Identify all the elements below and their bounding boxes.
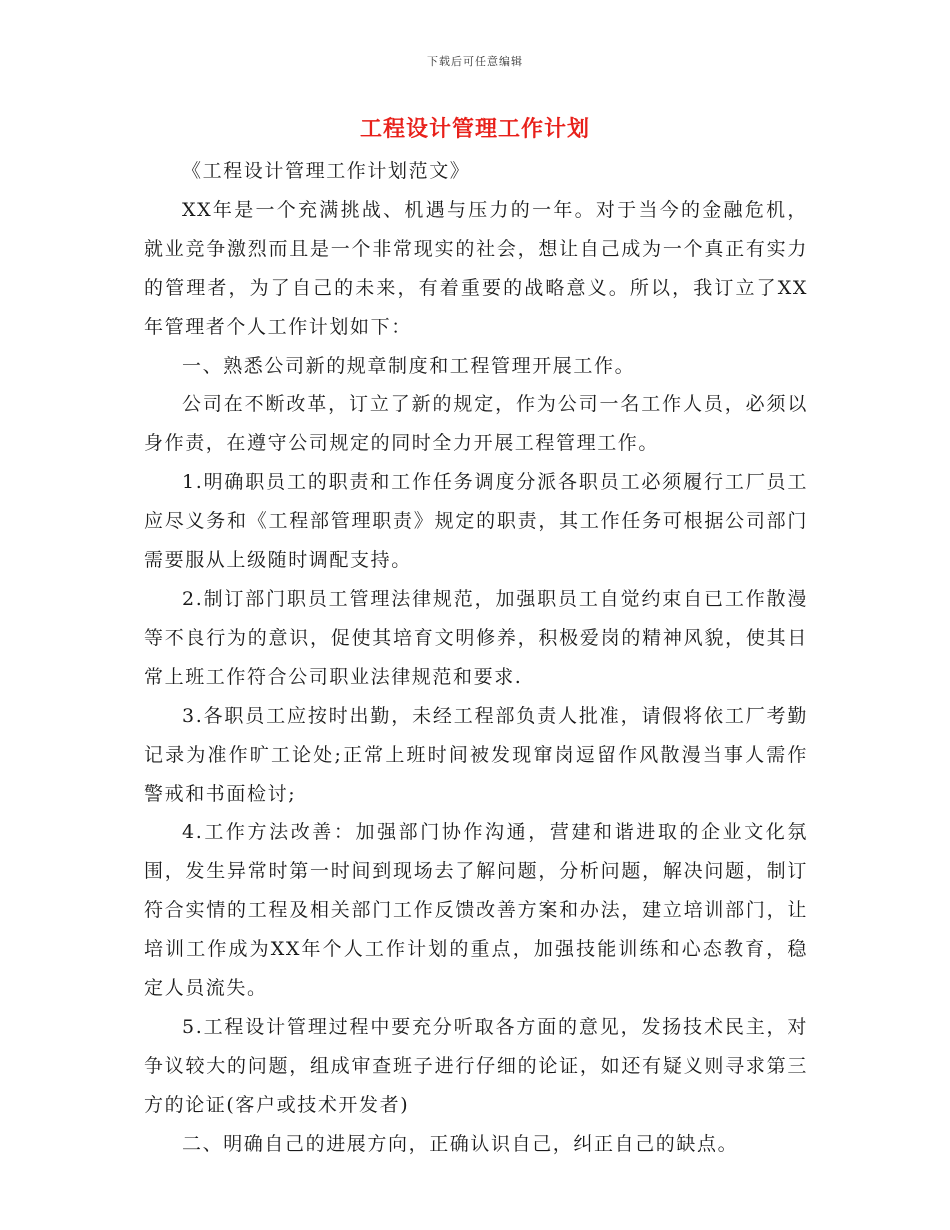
list-item-1: 1.明确职员工的职责和工作任务调度分派各职员工必须履行工厂员工应尽义务和《工程部管理职责》规定的职责，其工作任务可根据公司部门需要服从上级随时调配支持。 [144,471,808,572]
section-heading-1: 一、熟悉公司新的规章制度和工程管理开展工作。 [182,354,636,377]
list-item-2: 2.制订部门职员工管理法律规范，加强职员工自觉约束自已工作散漫等不良行为的意识，促使其培育文明修养，积极爱岗的精神风貌，使其日常上班工作符合公司职业法律规范和要求. [144,587,808,688]
list-item-3: 3.各职员工应按时出勤，未经工程部负责人批准，请假将依工厂考勤记录为准作旷工论处;正常上班时间被发现窜岗逗留作风散漫当事人需作警戒和书面检讨; [144,704,808,805]
document-title: 工程设计管理工作计划 [359,116,590,142]
paragraph-section-1-intro: 公司在不断改革，订立了新的规定，作为公司一名工作人员，必须以身作责，在遵守公司规定的同时全力开展工程管理工作。 [144,393,808,455]
section-heading-2: 二、明确自己的进展方向，正确认识自己，纠正自己的缺点。 [182,1132,739,1155]
list-item-4: 4.工作方法改善：加强部门协作沟通，营建和谐进取的企业文化氛围，发生异常时第一时间到现场去了解问题，分析问题，解决问题，制订符合实情的工程及相关部门工作反馈改善方案和办法，建立培训部门，让培训工作成为XX年个人工作计划的重点，加强技能训练和心态教育，稳定人员流失。 [144,821,808,1000]
paragraph-subtitle: 《工程设计管理工作计划范文》 [182,160,471,182]
list-item-5: 5.工程设计管理过程中要充分听取各方面的意见，发扬技术民主，对争议较大的问题，组成审查班子进行仔细的论证，如还有疑义则寻求第三方的论证(客户或技术开发者) [144,1015,808,1116]
header-note: 下载后可任意编辑 [427,55,523,68]
paragraph-intro: XX年是一个充满挑战、机遇与压力的一年。对于当今的金融危机，就业竞争激烈而且是一个非常现实的社会，想让自己成为一个真正有实力的管理者，为了自己的未来，有着重要的战略意义。所以，我订立了XX年管理者个人工作计划如下： [144,198,808,338]
document-body [144,152,808,1164]
